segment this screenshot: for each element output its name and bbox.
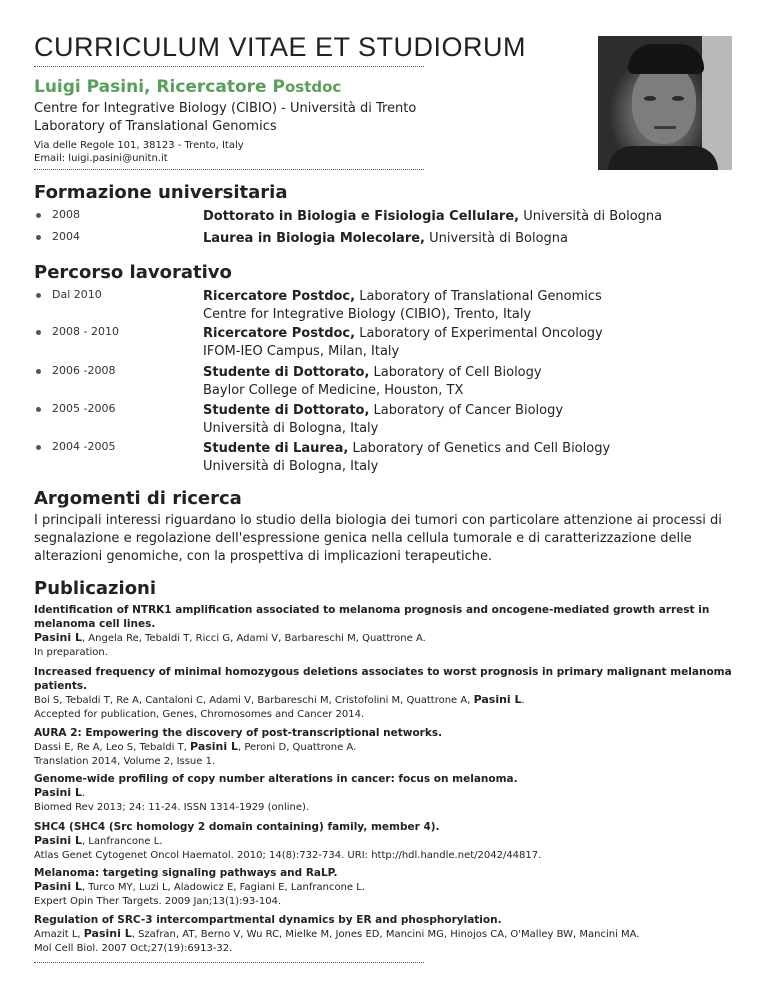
education-desc: Laurea in Biologia Molecolare, Università di Bologna [203,231,569,246]
publication-authors: Pasini L. [34,786,86,799]
research-heading: Argomenti di ricerca [34,488,242,509]
research-text: I principali interessi riguardano lo studio della biologia dei tumori con particolare attenzione ai processi di segnalazione e regolazione dell'espressione genica nella cellula tumorale e di caratterizzazione delle alterazioni genomiche, con la prospettiva di implicazioni terapeutiche. [34,513,722,564]
publication-ref: Expert Opin Ther Targets. 2009 Jan;13(1):93-104. [34,896,282,907]
career-date: Dal 2010 [52,288,102,301]
bullet-icon [36,407,41,412]
publication-title: AURA 2: Empowering the discovery of post-transcriptional networks. [34,727,443,739]
bullet-icon [36,293,41,298]
publications-heading: Publicazioni [34,578,157,599]
publication-title: Melanoma: targeting signaling pathways and RaLP. [34,867,338,879]
divider [34,962,424,963]
publication-authors: Amazit L, Pasini L, Szafran, AT, Berno V, Wu RC, Mielke M, Jones ED, Mancini MG, Hinojos CA, O'Malley BW, Mancini MA. [34,927,640,940]
publication-title: Identification of NTRK1 amplification associated to melanoma prognosis and oncogene-mediated growth arrest in melanoma cell lines. [34,604,710,630]
career-heading: Percorso lavorativo [34,262,232,283]
career-desc: Ricercatore Postdoc, Laboratory of Experimental Oncology IFOM-IEO Campus, Milan, Italy [203,326,603,359]
education-desc: Dottorato in Biologia e Fisiologia Cellulare, Università di Bologna [203,209,663,224]
publication-item [34,603,734,660]
person-name [34,77,341,97]
career-date: 2006 -2008 [52,364,116,377]
career-date: 2004 -2005 [52,440,116,453]
publication-item [34,772,734,815]
divider [34,66,424,67]
address: Via delle Regole 101, 38123 - Trento, Italy [34,140,244,151]
publication-title: Regulation of SRC-3 intercompartmental dynamics by ER and phosphorylation. [34,914,502,926]
divider [34,169,424,170]
career-date: 2008 - 2010 [52,325,119,338]
publication-ref: In preparation. [34,647,108,658]
publication-ref: Translation 2014, Volume 2, Issue 1. [34,756,216,767]
education-date: 2004 [52,230,80,243]
affiliation-institute: Centre for Integrative Biology (CIBIO) - Università di Trento [34,101,417,116]
publication-authors: Pasini L, Lanfrancone L. [34,834,163,847]
publication-ref: Atlas Genet Cytogenet Oncol Haematol. 2010; 14(8):732-734. URI: http://hdl.handle.net/2042/44817. [34,850,542,861]
bullet-icon [36,235,41,240]
career-desc: Studente di Dottorato, Laboratory of Cancer Biology Università di Bologna, Italy [203,403,564,436]
bullet-icon [36,369,41,374]
publication-item [34,866,734,909]
publication-authors: Pasini L, Angela Re, Tebaldi T, Ricci G, Adami V, Barbareschi M, Quattrone A. [34,631,426,644]
publication-item [34,820,734,863]
publication-title: SHC4 (SHC4 (Src homology 2 domain containing) family, member 4). [34,821,440,833]
publication-title: Genome-wide profiling of copy number alterations in cancer: focus on melanoma. [34,773,518,785]
profile-photo [598,36,732,170]
publication-item [34,913,734,956]
bullet-icon [36,330,41,335]
publication-item [34,665,734,722]
affiliation-lab: Laboratory of Translational Genomics [34,119,277,134]
cv-title: CURRICULUM VITAE ET STUDIORUM [34,32,527,62]
bullet-icon [36,445,41,450]
publication-ref: Mol Cell Biol. 2007 Oct;27(19):6913-32. [34,943,233,954]
education-heading: Formazione universitaria [34,182,288,203]
bullet-icon [36,213,41,218]
publication-authors: Boi S, Tebaldi T, Re A, Cantaloni C, Adami V, Barbareschi M, Cristofolini M, Quattrone A, Pasini L. [34,693,525,706]
publication-title: Increased frequency of minimal homozygous deletions associates to worst prognosis in primary malignant melanoma patients. [34,666,732,692]
email: Email: luigi.pasini@unitn.it [34,153,168,164]
publication-authors: Dassi E, Re A, Leo S, Tebaldi T, Pasini L, Peroni D, Quattrone A. [34,740,357,753]
name-text: Luigi Pasini, Ricercatore P [34,77,285,97]
career-date: 2005 -2006 [52,402,116,415]
publication-ref: Biomed Rev 2013; 24: 11-24. ISSN 1314-1929 (online). [34,802,310,813]
publication-item [34,726,734,769]
career-desc: Studente di Dottorato, Laboratory of Cell Biology Baylor College of Medicine, Houston, TX [203,365,542,398]
career-desc: Ricercatore Postdoc, Laboratory of Translational Genomics Centre for Integrative Biology (CIBIO), Trento, Italy [203,289,602,322]
name-suffix: ostdoc [284,78,342,96]
publication-ref: Accepted for publication, Genes, Chromosomes and Cancer 2014. [34,709,365,720]
career-desc: Studente di Laurea, Laboratory of Genetics and Cell Biology Università di Bologna, Italy [203,441,611,474]
publication-authors: Pasini L, Turco MY, Luzi L, Aladowicz E, Fagiani E, Lanfrancone L. [34,880,366,893]
education-date: 2008 [52,208,80,221]
